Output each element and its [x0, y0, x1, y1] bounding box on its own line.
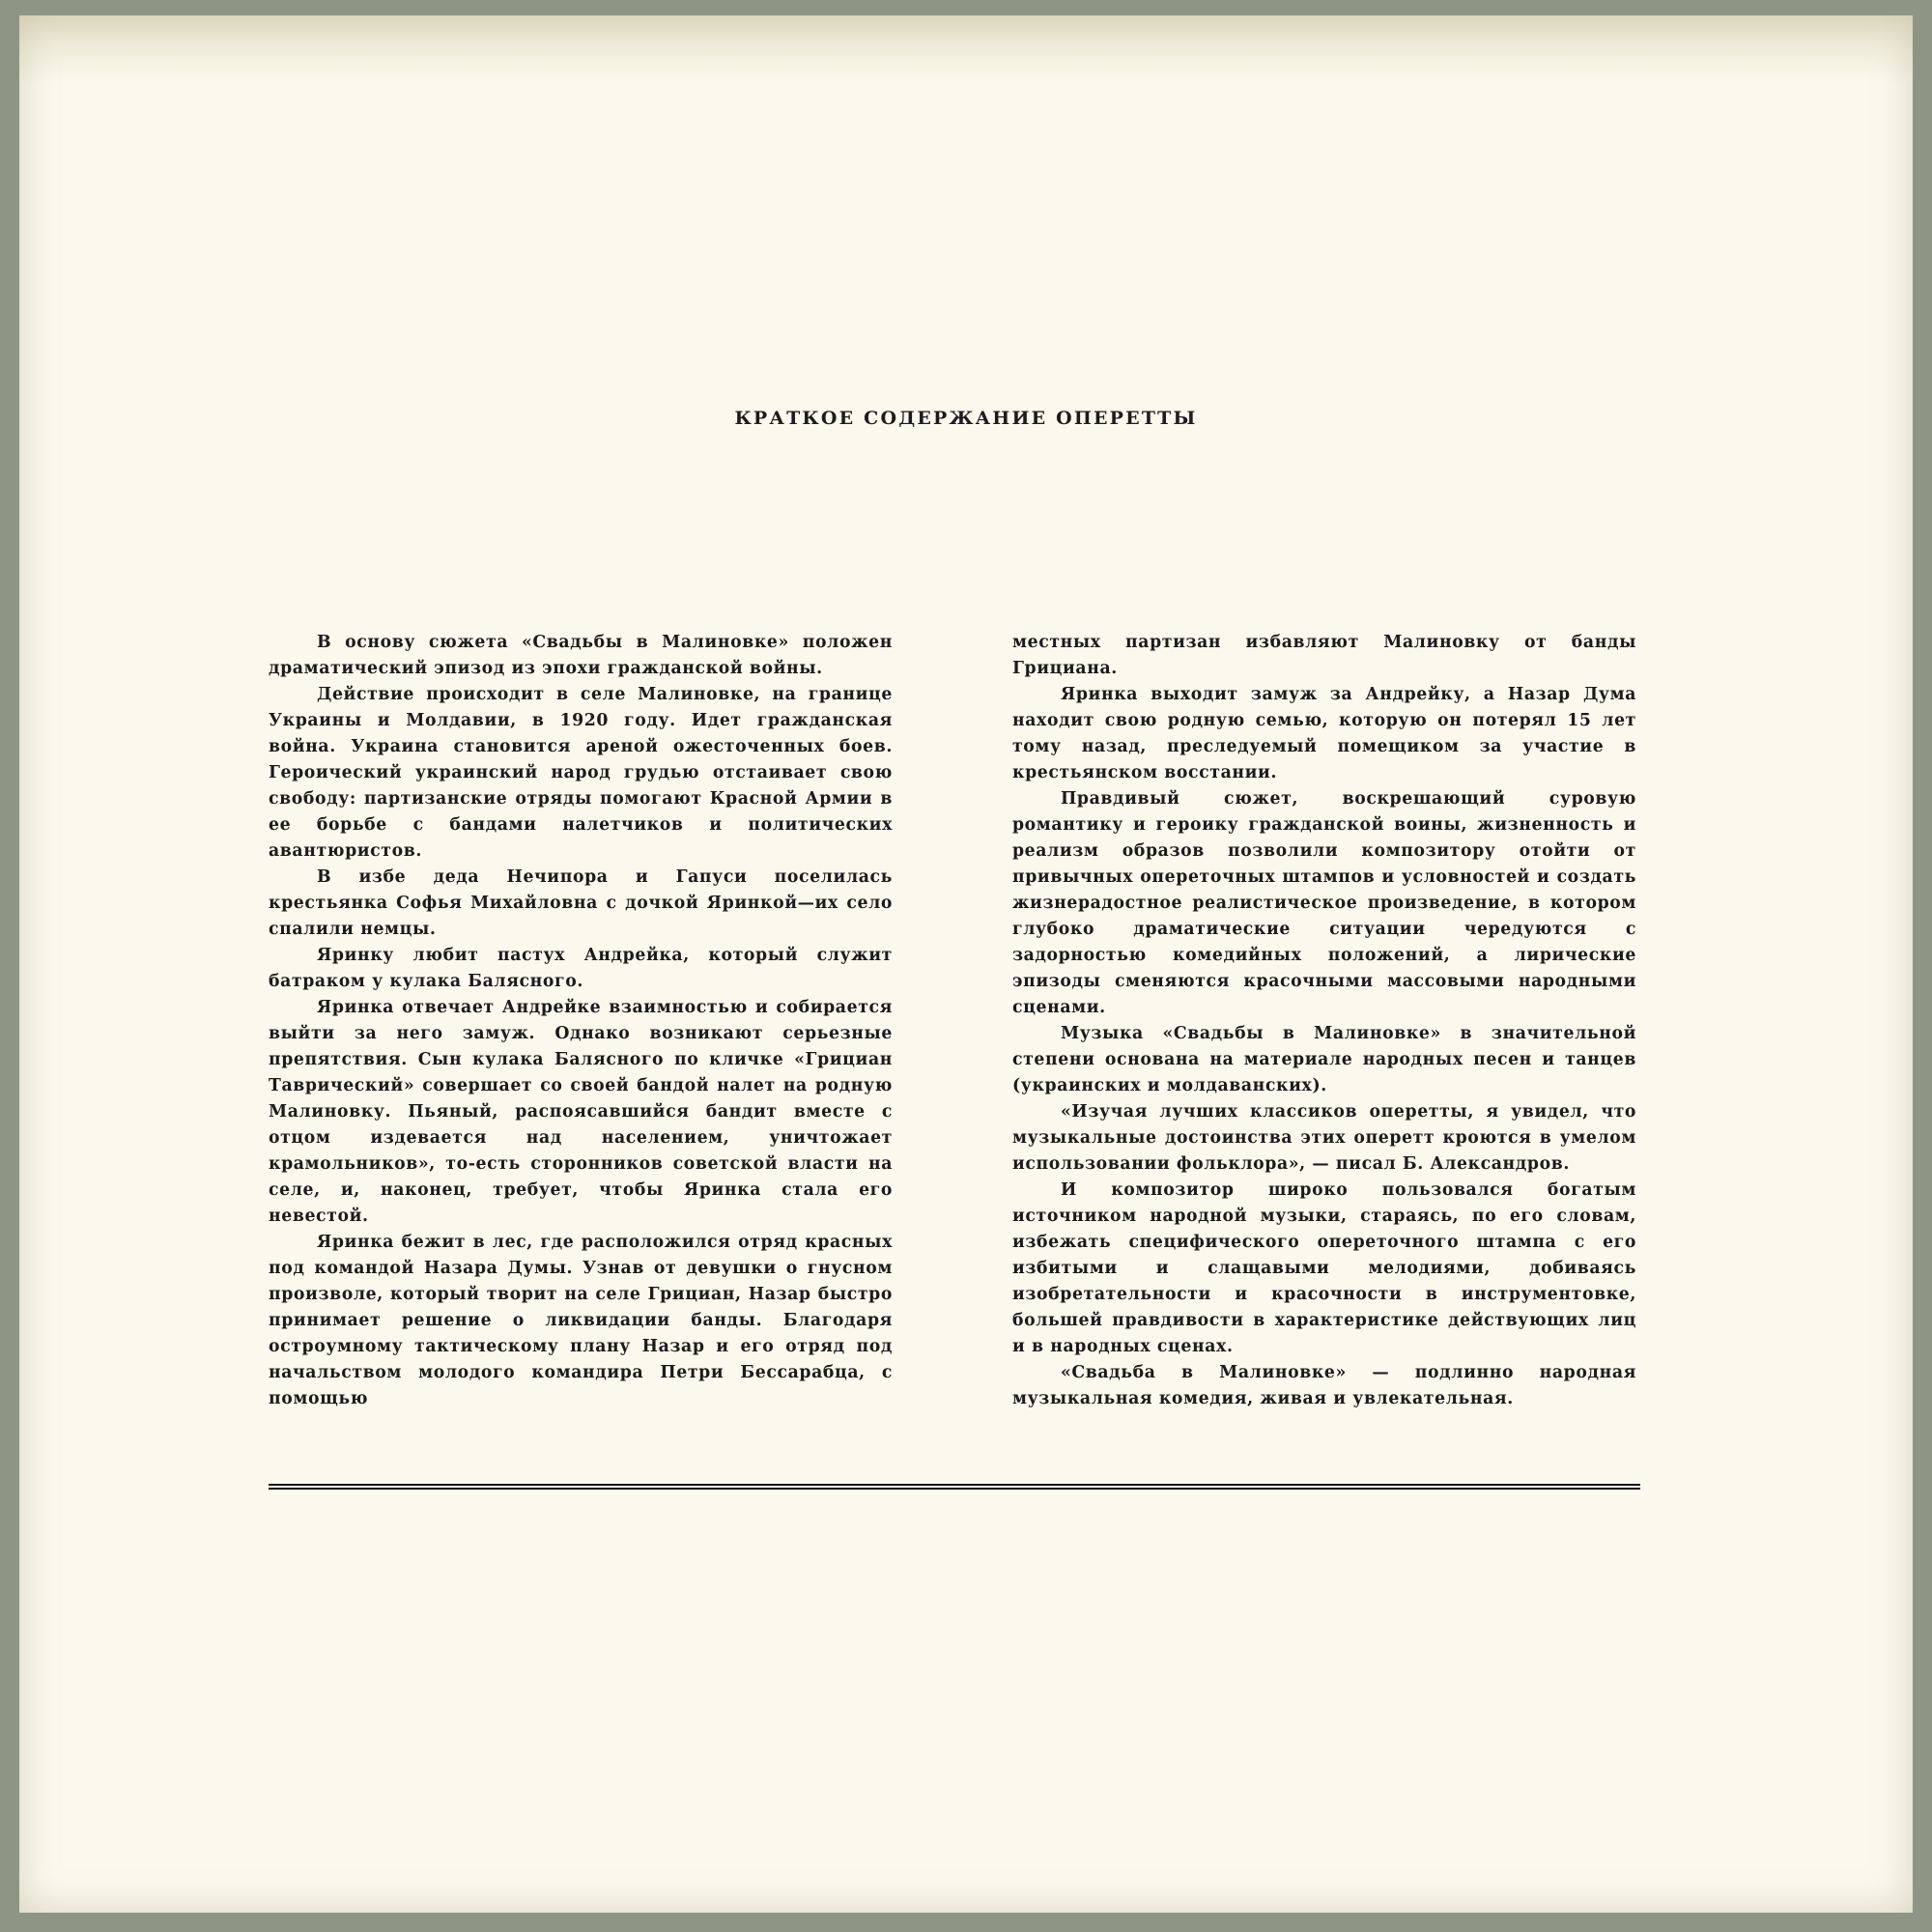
- right-text-column: [1012, 630, 1636, 1412]
- paragraph: Действие происходит в селе Малиновке, на границе Украины и Молдавии, в 1920 году. Идет гражданская война. Украина становится ареной ожесточенных боев. Героический украинский народ грудью отстаивает свою свободу: партизанские отряды помогают Красной Армии в ее борьбе с бандами налетчиков и политических авантюристов.: [269, 685, 893, 861]
- paragraph: И композитор широко пользовался богатым источником народной музыки, стараясь, по его словам, избежать специфического опереточного штампа с его избитыми и слащавыми мелодиями, добиваясь изобретательности и красочности в инструментовке, большей правдивости в характеристике действующих лиц и в народных сценах.: [1012, 1180, 1636, 1356]
- paragraph: Яринка отвечает Андрейке взаимностью и собирается выйти за него замуж. Однако возникают серьезные препятствия. Сын кулака Балясного по кличке «Грициан Таврический» совершает со своей бандой налет на родную Малиновку. Пьяный, распоясавшийся бандит вместе с отцом издевается над населением, уничтожает крамольников», то-есть сторонников советской власти на селе, и, наконец, требует, чтобы Яринка стала его невестой.: [269, 998, 893, 1226]
- paragraph: «Изучая лучших классиков оперетты, я увидел, что музыкальные достоинства этих оперетт кроются в умелом использовании фольклора», — писал Б. Александров.: [1012, 1102, 1636, 1174]
- paragraph: Музыка «Свадьбы в Малиновке» в значительной степени основана на материале народных песен и танцев (украинских и молдаванских).: [1012, 1024, 1636, 1095]
- paragraph: Яринка выходит замуж за Андрейку, а Назар Дума находит свою родную семью, которую он потерял 15 лет тому назад, преследуемый помещиком за участие в крестьянском восстании.: [1012, 685, 1636, 782]
- paragraph: «Свадьба в Малиновке» — подлинно народная музыкальная комедия, живая и увлекательная.: [1012, 1363, 1636, 1408]
- paragraph: Правдивый сюжет, воскрешающий суровую романтику и героику гражданской воины, жизненность и реализм образов позволили композитору отойти от привычных опереточных штампов и условностей и создать жизнерадостное реалистическое произведение, в котором глубоко драматические ситуации чередуются с задорностью комедийных положений, а лирические эпизоды сменяются красочными массовыми народными сценами.: [1012, 789, 1636, 1017]
- paragraph-continuation: местных партизан избавляют Малиновку от банды Грициана.: [1012, 633, 1636, 678]
- left-text-column: [269, 630, 893, 1412]
- paragraph: Яринку любит пастух Андрейка, который служит батраком у кулака Балясного.: [269, 946, 893, 991]
- paragraph: Яринка бежит в лес, где расположился отряд красных под командой Назара Думы. Узнав от девушки о гнусном произволе, который творит на селе Грициан, Назар быстро принимает решение о ликвидации банды. Благодаря остроумному тактическому плану Назар и его отряд под начальством молодого командира Петри Бессарабца, с помощью: [269, 1233, 893, 1408]
- page-title: КРАТКОЕ СОДЕРЖАНИЕ ОПЕРЕТТЫ: [734, 408, 1198, 429]
- paragraph: В избе деда Нечипора и Гапуси поселилась крестьянка Софья Михайловна с дочкой Яринкой—их село спалили немцы.: [269, 867, 893, 939]
- paragraph: В основу сюжета «Свадьбы в Малиновке» положен драматический эпизод из эпохи гражданской войны.: [269, 633, 893, 678]
- double-rule-divider: [269, 1484, 1640, 1490]
